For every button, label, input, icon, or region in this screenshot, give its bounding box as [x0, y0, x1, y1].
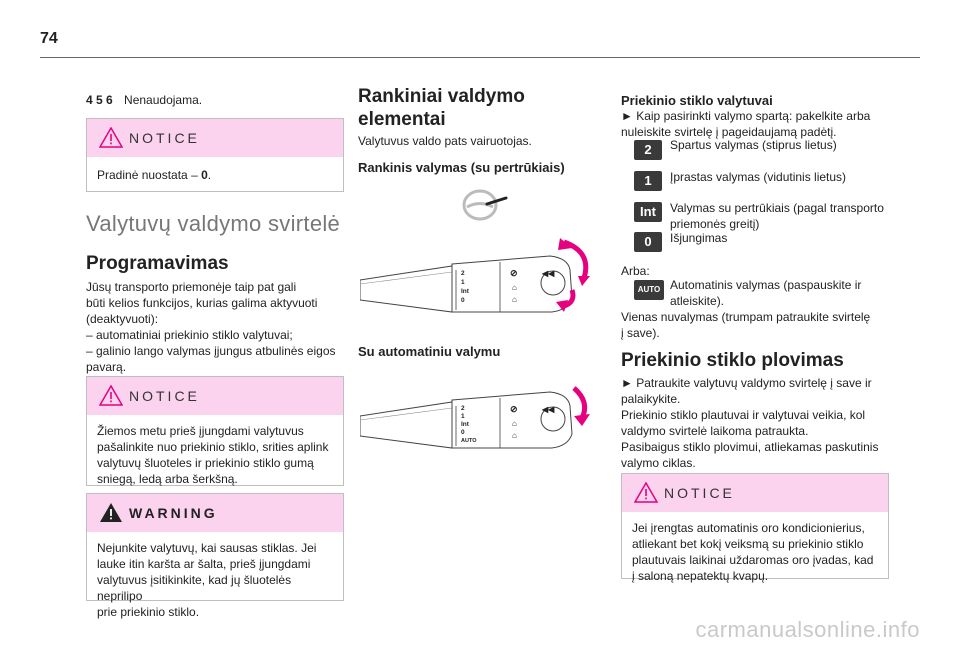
- auto-badge: AUTO: [634, 280, 664, 300]
- front-wash-symbol: ⊘: [510, 268, 518, 278]
- washing-text: [621, 375, 878, 471]
- warning-line: valytuvus įsitikinkite, kad jų šluotelės neprilipo: [97, 573, 292, 603]
- warning-line: prie priekinio stiklo.: [97, 605, 200, 619]
- mode-text: priemonės greitį): [670, 217, 760, 231]
- page-number: 74: [40, 30, 58, 47]
- notice-line: Žiemos metu prieš įjungdami valytuvus: [97, 424, 304, 438]
- single-wipe-text: [621, 309, 870, 341]
- subheading-intermittent: Rankinis valymas (su pertrūkiais): [358, 160, 565, 175]
- warning-header: [87, 494, 343, 532]
- wash-line: Pasibaigus stiklo plovimui, atliekamas paskutinis: [621, 440, 879, 454]
- auto-text: Automatinis valymas (paspauskite ir: [670, 278, 862, 292]
- notice-header: [87, 377, 343, 415]
- stalk-label-1: 1: [461, 279, 465, 286]
- mode-text: Išjungimas: [670, 231, 728, 245]
- front-wipers-title: Priekinio stiklo valytuvai: [621, 93, 773, 108]
- notice-line: plautuvais laikinai uždaromas oro įvadas, kad: [632, 553, 874, 567]
- notice-text: [87, 415, 343, 497]
- keys-text: Nenaudojama.: [124, 93, 203, 107]
- manual-controls-title: [358, 85, 525, 131]
- intro-line: nuleiskite svirtelę į pageidaujamą padėtį.: [621, 125, 837, 139]
- keys-label: 4 5 6: [86, 93, 113, 107]
- notice-text: [622, 512, 888, 594]
- watermark: carmanualsonline.info: [695, 617, 920, 642]
- notice-header: [622, 474, 888, 512]
- stalk-label-2: 2: [461, 270, 465, 277]
- stalk-label-int: Int: [461, 288, 469, 295]
- wash-line: valdymo svirtelė laikoma patraukta.: [621, 424, 809, 438]
- mode-text: Valymas su pertrūkiais (pagal transporto: [670, 201, 884, 215]
- programming-item: pavarą.: [86, 360, 127, 374]
- stalk-label-0: 0: [461, 297, 465, 304]
- header-divider: [40, 57, 920, 58]
- notice-line: sniegą, ledą arba šerkšną.: [97, 472, 238, 486]
- auto-text: atleiskite).: [670, 294, 725, 308]
- stalk-label-1: 1: [461, 413, 465, 420]
- programming-line: Jūsų transporto priemonėje taip pat gali: [86, 280, 297, 294]
- wash-line: valymo ciklas.: [621, 456, 696, 470]
- subheading-automatic: Su automatiniu valymu: [358, 344, 501, 359]
- front-wash-symbol: ⊘: [510, 404, 518, 414]
- programming-item: – automatiniai priekinio stiklo valytuvai;: [86, 328, 293, 342]
- title-line: elementai: [358, 109, 446, 130]
- warning-text: [87, 532, 343, 630]
- notice-title: NOTICE: [129, 130, 200, 146]
- wash-symbol: ⌂: [512, 283, 517, 292]
- warning-title: WARNING: [129, 505, 218, 521]
- notice-line: atliekant bet kokį veiksmą su priekinio stiklo: [632, 537, 864, 551]
- notice-box-aircon: [621, 473, 889, 583]
- programming-title: Programavimas: [86, 253, 229, 274]
- mode-badge-1: 1: [634, 171, 662, 191]
- notice-text: [87, 157, 343, 193]
- intro-line: ► Kaip pasirinkti valymo spartą: pakelkite arba: [621, 109, 871, 123]
- warning-line: Nejunkite valytuvų, kai sausas stiklas. Jei: [97, 541, 317, 555]
- notice-value: 0: [201, 168, 208, 182]
- notice-text-suffix: .: [207, 168, 212, 182]
- notice-box-winter: [86, 376, 344, 486]
- stalk-label-int: Int: [461, 421, 469, 428]
- front-wipers-intro: [621, 108, 870, 140]
- rear-wash-symbol: ⌂: [512, 431, 517, 440]
- fast-symbol: ◀◀: [542, 405, 555, 414]
- warning-triangle-icon: [99, 502, 123, 523]
- warning-line: lauke itin karšta ar šalta, prieš įjungdami: [97, 557, 311, 571]
- steering-wheel-icon: [462, 188, 510, 224]
- stalk-label-0: 0: [461, 429, 465, 436]
- section-title: Valytuvų valdymo svirtelė: [86, 211, 341, 236]
- manual-controls-intro: Valytuvus valdo pats vairuotojas.: [358, 134, 532, 148]
- programming-line: (deaktyvuoti):: [86, 312, 159, 326]
- notice-title: NOTICE: [664, 485, 735, 501]
- notice-text-prefix: Pradinė nuostata –: [97, 168, 202, 182]
- single-line: Vienas nuvalymas (trumpam patraukite svirtelę: [621, 310, 871, 324]
- wash-line: palaikykite.: [621, 392, 681, 406]
- mode-badge-2: 2: [634, 140, 662, 160]
- rear-wash-symbol: ⌂: [512, 295, 517, 304]
- mode-badge-int: Int: [634, 202, 662, 222]
- notice-line: Jei įrengtas automatinis oro kondicionierius,: [632, 521, 865, 535]
- mode-badge-0: 0: [634, 232, 662, 252]
- wiper-stalk-diagram-manual: [360, 238, 600, 324]
- warning-triangle-icon: [99, 385, 123, 406]
- wash-symbol: ⌂: [512, 419, 517, 428]
- notice-title: NOTICE: [129, 388, 200, 404]
- notice-header: [87, 119, 343, 157]
- notice-box-initial: [86, 118, 344, 192]
- mode-text: Spartus valymas (stiprus lietus): [670, 138, 837, 152]
- warning-triangle-icon: [99, 127, 123, 148]
- programming-text: [86, 279, 342, 375]
- notice-line: į saloną nepatektų kvapų.: [632, 569, 769, 583]
- programming-item: – galinio lango valymas įjungus atbulinės eigos: [86, 344, 336, 358]
- stalk-label-2: 2: [461, 405, 465, 412]
- wiper-stalk-diagram-auto: [360, 374, 600, 460]
- notice-line: valytuvų šluoteles ir priekinio stiklo gumą: [97, 456, 314, 470]
- wash-line: Priekinio stiklo plautuvai ir valytuvai veikia, kol: [621, 408, 866, 422]
- unused-keys-row: [86, 93, 342, 107]
- fast-symbol: ◀◀: [542, 269, 555, 278]
- wash-line: ► Patraukite valytuvų valdymo svirtelę į save ir: [621, 376, 872, 390]
- warning-triangle-icon: [634, 482, 658, 503]
- notice-line: pašalinkite nuo priekinio stiklo, srities aplink: [97, 440, 329, 454]
- programming-line: būti kelios funkcijos, kurias galima aktyvuoti: [86, 296, 318, 310]
- single-line: į save).: [621, 326, 660, 340]
- warning-box: [86, 493, 344, 619]
- title-line: Rankiniai valdymo: [358, 86, 525, 107]
- washing-title: Priekinio stiklo plovimas: [621, 350, 844, 371]
- or-label: Arba:: [621, 264, 650, 278]
- mode-text: Įprastas valymas (vidutinis lietus): [670, 170, 847, 184]
- stalk-label-auto: AUTO: [461, 438, 477, 444]
